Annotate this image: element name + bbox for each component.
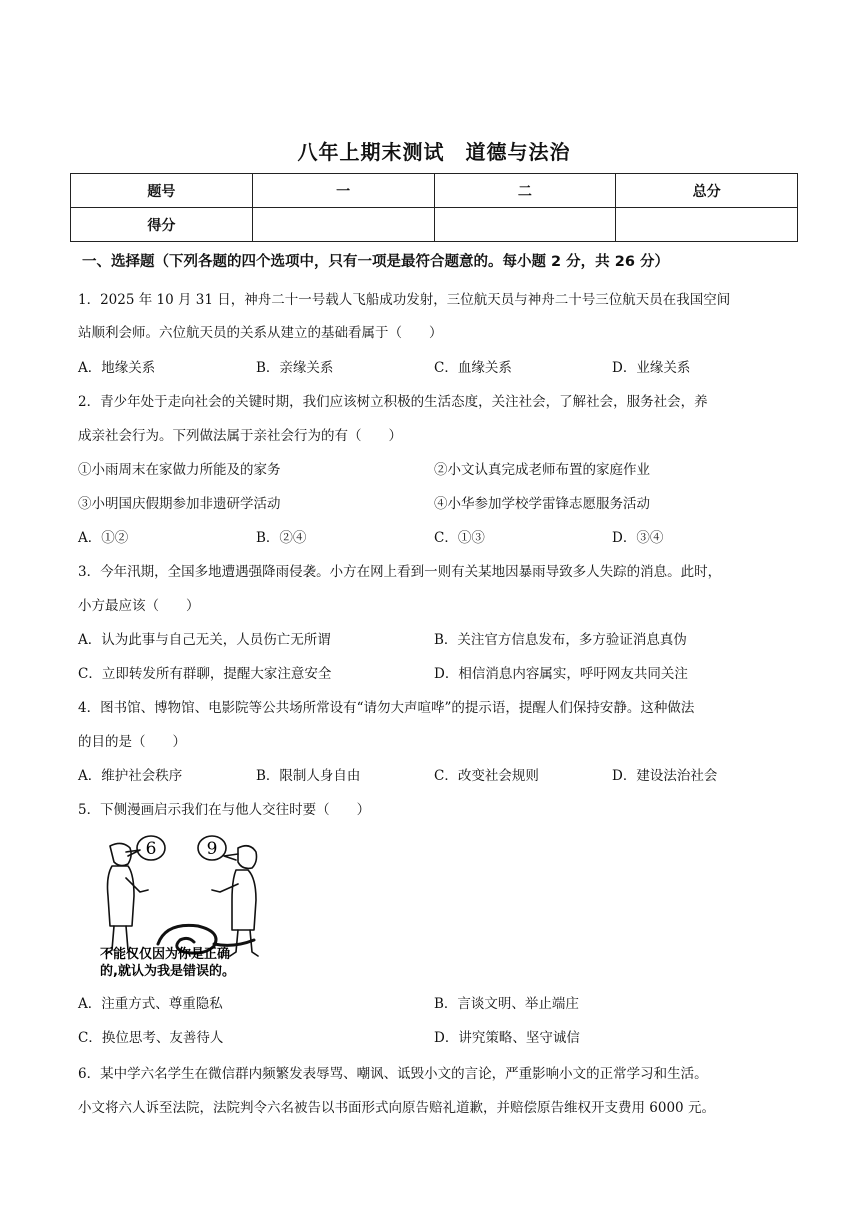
statement-3: ③小明国庆假期参加非遗研学活动 bbox=[78, 496, 281, 512]
question-1-options bbox=[78, 356, 790, 376]
question-5-text: 5．下侧漫画启示我们在与他人交往时要（ ） bbox=[78, 802, 371, 818]
option-d: D．建设法治社会 bbox=[612, 768, 718, 784]
score-table bbox=[70, 173, 798, 242]
option-d: D．③④ bbox=[612, 530, 664, 546]
question-4-text: 4．图书馆、博物馆、电影院等公共场所常设有“请勿大声喧哗”的提示语，提醒人们保持安静。这种做法 bbox=[78, 700, 695, 716]
question-4-text: 的目的是（ ） bbox=[78, 734, 186, 750]
right-person-head bbox=[238, 846, 257, 869]
question-4-options bbox=[78, 764, 790, 784]
score-table-cell: 总分 bbox=[616, 174, 798, 208]
section-heading: 一、选择题（下列各题的四个选项中，只有一项是最符合题意的。每小题 2 分，共 26 分） bbox=[82, 254, 669, 270]
option-a: A．认为此事与自己无关，人员伤亡无所谓 bbox=[78, 632, 331, 648]
left-person-head bbox=[110, 843, 131, 865]
option-a: A．维护社会秩序 bbox=[78, 768, 183, 784]
question-3-text: 3．今年汛期，全国多地遭遇强降雨侵袭。小方在网上看到一则有关某地因暴雨导致多人失踪的消息。此时， bbox=[78, 564, 722, 580]
score-table-cell bbox=[252, 208, 434, 242]
option-b: B．亲缘关系 bbox=[256, 360, 334, 376]
question-6-text: 小文将六人诉至法院，法院判令六名被告以书面形式向原告赔礼道歉，并赔偿原告维权开支费用 6000 元。 bbox=[78, 1100, 715, 1116]
option-c: C．换位思考、友善待人 bbox=[78, 1030, 224, 1046]
score-table-header-row bbox=[71, 174, 798, 208]
question-5-options bbox=[78, 1026, 790, 1046]
right-person-pointing-arm bbox=[212, 884, 238, 892]
floor-number-tail bbox=[214, 940, 254, 945]
score-table-cell bbox=[616, 208, 798, 242]
option-b: B．关注官方信息发布，多方验证消息真伪 bbox=[434, 632, 687, 648]
question-1-text: 1．2025 年 10 月 31 日，神舟二十一号载人飞船成功发射，三位航天员与神舟二十号三位航天员在我国空间 bbox=[78, 292, 731, 308]
statement-4: ④小华参加学校学雷锋志愿服务活动 bbox=[434, 496, 650, 512]
question-5-options bbox=[78, 992, 790, 1012]
question-2-statements bbox=[78, 458, 790, 478]
cartoon-illustration bbox=[96, 832, 272, 980]
option-a: A．地缘关系 bbox=[78, 360, 156, 376]
score-table-cell bbox=[434, 208, 616, 242]
option-a: A．①② bbox=[78, 530, 129, 546]
cartoon-caption: 的,就认为我是错误的。 bbox=[100, 964, 235, 979]
option-d: D．相信消息内容属实，呼吁网友共同关注 bbox=[434, 666, 688, 682]
question-3-text: 小方最应该（ ） bbox=[78, 598, 200, 614]
option-d: D．业缘关系 bbox=[612, 360, 691, 376]
cartoon-caption: 不能仅仅因为你是正确 bbox=[100, 947, 231, 962]
score-table-cell: 一 bbox=[252, 174, 434, 208]
question-2-statements bbox=[78, 492, 790, 512]
right-bubble-number: 9 bbox=[206, 839, 218, 859]
page-title: 八年上期末测试 道德与法治 bbox=[297, 140, 571, 164]
left-bubble-number: 6 bbox=[145, 839, 157, 859]
option-d: D．讲究策略、坚守诚信 bbox=[434, 1030, 580, 1046]
score-table-score-row bbox=[71, 208, 798, 242]
option-c: C．改变社会规则 bbox=[434, 768, 539, 784]
question-3-options bbox=[78, 628, 790, 648]
score-table-cell: 得分 bbox=[71, 208, 253, 242]
option-c: C．①③ bbox=[434, 530, 485, 546]
score-table-cell: 二 bbox=[434, 174, 616, 208]
question-2-text: 2．青少年处于走向社会的关键时期，我们应该树立积极的生活态度，关注社会，了解社会，服务社会，养 bbox=[78, 394, 708, 410]
statement-1: ①小雨周末在家做力所能及的家务 bbox=[78, 462, 281, 478]
option-b: B．限制人身自由 bbox=[256, 768, 361, 784]
score-table-cell: 题号 bbox=[71, 174, 253, 208]
question-3-options bbox=[78, 662, 790, 682]
option-b: B．言谈文明、举止端庄 bbox=[434, 996, 579, 1012]
statement-2: ②小文认真完成老师布置的家庭作业 bbox=[434, 462, 650, 478]
question-2-options bbox=[78, 526, 790, 546]
left-person-pointing-arm bbox=[126, 878, 148, 892]
right-person-body bbox=[232, 870, 256, 930]
right-person-nose bbox=[224, 854, 238, 860]
option-c: C．立即转发所有群聊，提醒大家注意安全 bbox=[78, 666, 332, 682]
left-person-body bbox=[108, 866, 135, 926]
question-1-text: 站顺利会师。六位航天员的关系从建立的基础看属于（ ） bbox=[78, 325, 443, 341]
question-2-text: 成亲社会行为。下列做法属于亲社会行为的有（ ） bbox=[78, 428, 402, 444]
option-c: C．血缘关系 bbox=[434, 360, 512, 376]
option-b: B．②④ bbox=[256, 530, 307, 546]
question-6-text: 6．某中学六名学生在微信群内频繁发表辱骂、嘲讽、诋毁小文的言论，严重影响小文的正常学习和生活。 bbox=[78, 1066, 708, 1082]
option-a: A．注重方式、尊重隐私 bbox=[78, 996, 223, 1012]
